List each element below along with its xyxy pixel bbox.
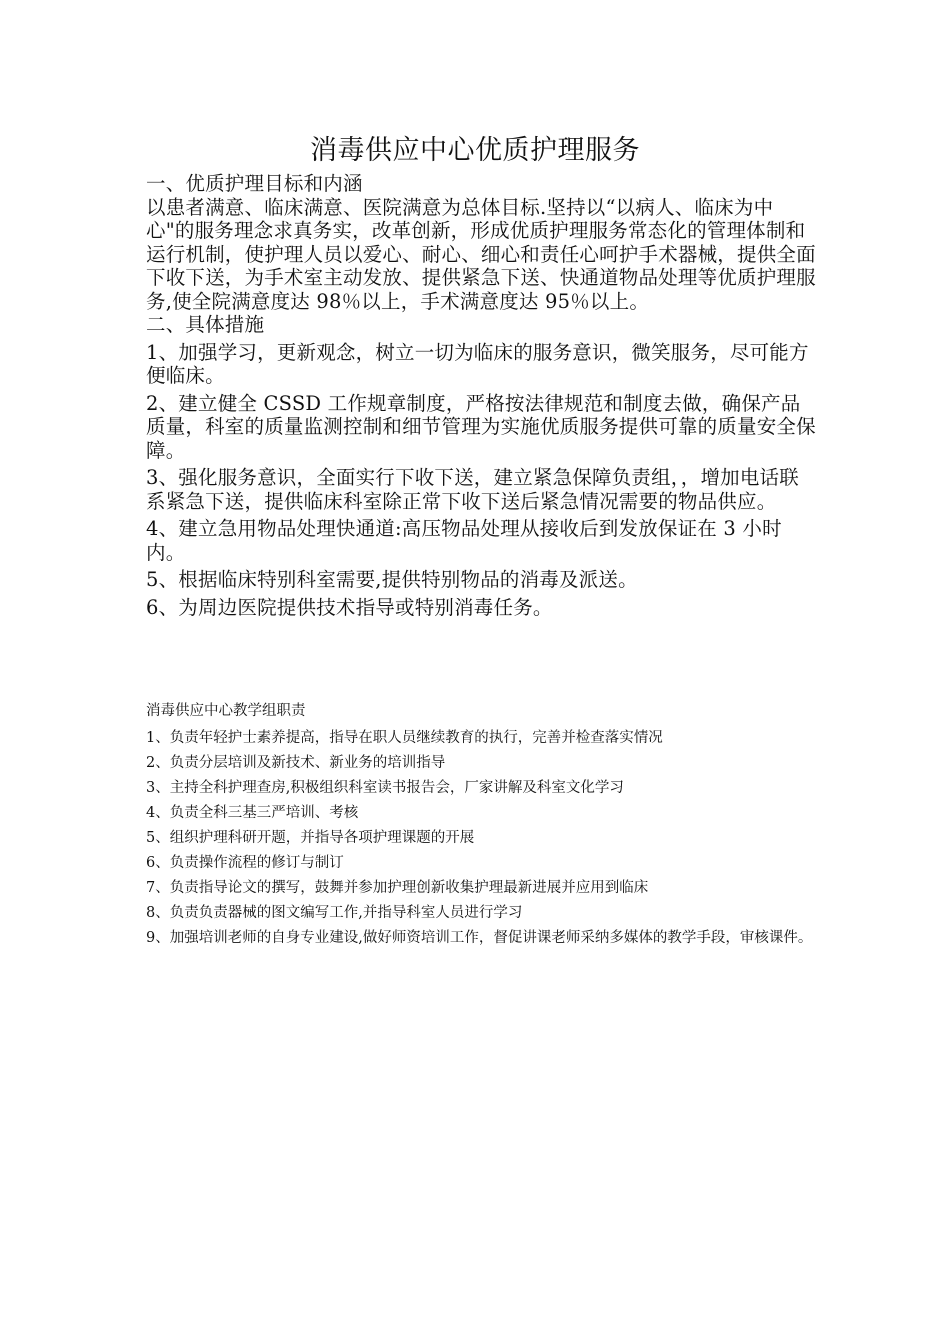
teaching-heading: 消毒供应中心教学组职责 — [146, 703, 306, 719]
teaching-item: 1、负责年轻护士素养提高，指导在职人员继续教育的执行，完善并检查落实情况 — [146, 730, 663, 746]
main-content — [146, 172, 818, 619]
page-title: 消毒供应中心优质护理服务 — [310, 135, 640, 166]
section-heading-goals: 一、优质护理目标和内涵 — [146, 172, 363, 195]
teaching-item: 3、主持全科护理查房,积极组织科室读书报告会，厂家讲解及科室文化学习 — [146, 780, 624, 796]
teaching-item: 8、负责负责器械的图文编写工作,并指导科室人员进行学习 — [146, 905, 523, 921]
teaching-item: 2、负责分层培训及新技术、新业务的培训指导 — [146, 755, 446, 771]
section-body-goals: 以患者满意、临床满意、医院满意为总体目标.坚持以“以病人、临床为中心"的服务理念求真务实，改革创新，形成优质护理服务常态化的管理体制和运行机制，使护理人员以爱心、耐心、细心和责任心呵护手术器械，提供全面下收下送，为手术室主动发放、提供紧急下送、快通道物品处理等优质护理服务,使全院满意度达 98％以上，手术满意度达 95％以上。 — [146, 195, 816, 313]
measure-item: 5、根据临床特别科室需要,提供特别物品的消毒及派送。 — [146, 568, 638, 591]
teaching-item: 7、负责指导论文的撰写，鼓舞并参加护理创新收集护理最新进展并应用到临床 — [146, 880, 649, 896]
section-heading-measures: 二、具体措施 — [146, 313, 265, 336]
teaching-item: 4、负责全科三基三严培训、考核 — [146, 805, 359, 821]
measure-item: 6、为周边医院提供技术指导或特别消毒任务。 — [146, 595, 553, 619]
measure-item: 2、建立健全 CSSD 工作规章制度，严格按法律规范和制度去做，确保产品质量，科室的质量监测控制和细节管理为实施优质服务提供可靠的质量安全保障。 — [146, 391, 816, 462]
teaching-section — [146, 702, 818, 947]
measure-item: 4、建立急用物品处理快通道:高压物品处理从接收后到发放保证在 3 小时内。 — [146, 517, 782, 564]
teaching-item: 5、组织护理科研开题，并指导各项护理课题的开展 — [146, 830, 475, 846]
measure-item: 1、加强学习，更新观念，树立一切为临床的服务意识，微笑服务，尽可能方便临床。 — [146, 340, 809, 387]
teaching-item: 6、负责操作流程的修订与制订 — [146, 855, 344, 871]
measure-item: 3、强化服务意识，全面实行下收下送，建立紧急保障负责组，，增加电话联系紧急下送，提供临床科室除正常下收下送后紧急情况需要的物品供应。 — [146, 466, 799, 513]
teaching-item: 9、加强培训老师的自身专业建设,做好师资培训工作，督促讲课老师采纳多媒体的教学手段，审核课件。 — [146, 930, 813, 946]
